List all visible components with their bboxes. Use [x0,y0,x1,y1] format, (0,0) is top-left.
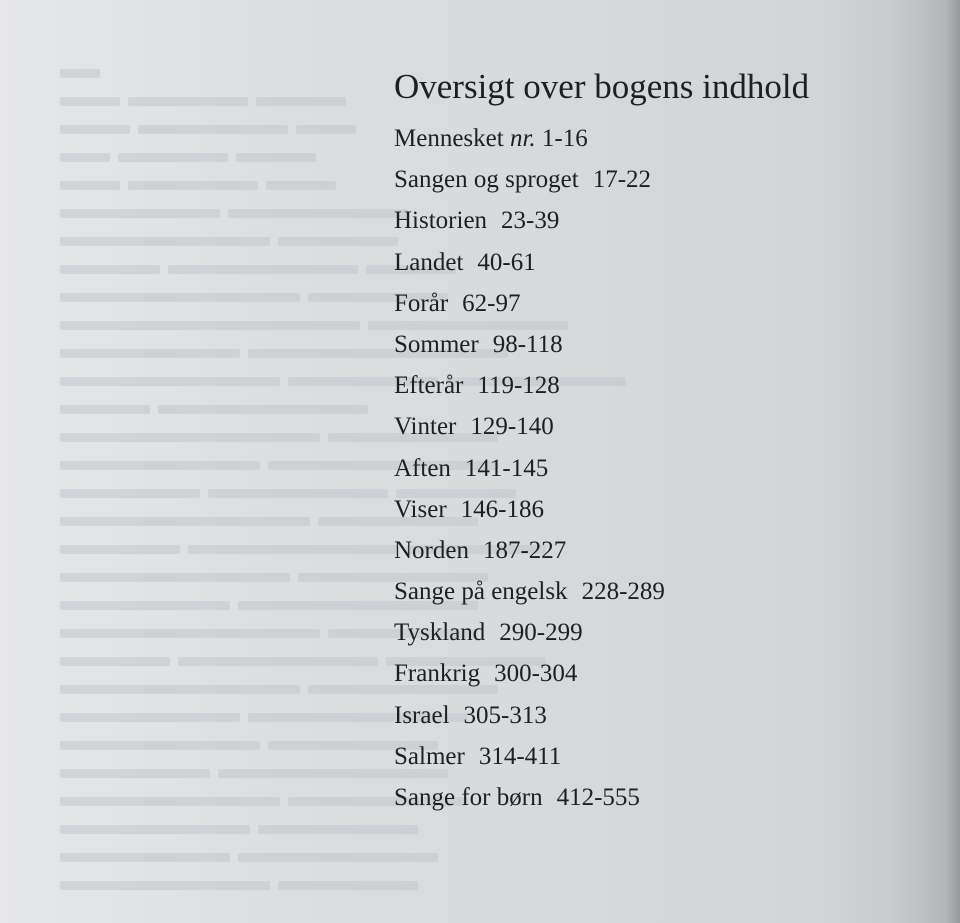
toc-entry-range: 17-22 [592,166,652,194]
toc-entry [394,242,934,283]
page-edge-shadow [944,0,960,923]
toc-entry [394,530,934,571]
toc-entry [394,448,934,489]
toc-entry-range: 23-39 [501,207,560,235]
toc-entry [394,283,934,324]
toc-entry-name: Mennesket [394,125,504,152]
toc-entry-range: 40-61 [477,248,536,276]
toc-entry [394,118,934,159]
toc-title: Oversigt over bogens indhold [394,67,810,106]
toc-entry-range: 228-289 [581,578,665,606]
toc-entry-name: Tyskland [394,619,486,647]
toc-entry-name: Salmer [394,742,465,770]
toc-entry-range: 290-299 [499,619,583,647]
toc-entry [394,653,934,694]
toc-entry-name: Landet [394,248,464,276]
toc-entry [394,736,934,777]
toc-entry-range: 98-118 [492,330,563,358]
toc-entry-range: 300-304 [494,660,578,688]
toc-entry [394,200,934,241]
toc-entry-name: Vinter [394,413,457,441]
toc-entry-name: Viser [394,495,447,523]
toc-entry-name: Frankrig [394,660,481,688]
toc-entry-name: Forår [394,289,449,317]
table-of-contents [394,64,934,818]
toc-entry-range: 412-555 [556,784,640,811]
toc-entry [394,365,934,406]
toc-entry [394,324,934,365]
toc-entry [394,406,934,447]
toc-entry-name: Aften [394,454,451,482]
toc-entry-name: Historien [394,207,488,235]
toc-entry-range: 129-140 [470,413,554,441]
toc-entry-nr-label: nr. [509,125,536,152]
toc-entry-range: 314-411 [478,742,562,770]
toc-entry-name: Norden [394,536,469,564]
toc-entry-name: Sommer [394,330,479,358]
toc-entry-name: Sange for børn [394,784,543,811]
toc-entry-range: 141-145 [464,454,549,482]
toc-entry-name: Israel [394,701,450,729]
toc-entry-range: 305-313 [463,701,547,729]
toc-entry [394,777,934,818]
toc-entry [394,159,934,200]
toc-entry-name: Efterår [394,372,464,400]
toc-entry-range: 187-227 [482,536,567,564]
toc-entry-name: Sangen og sproget [394,166,579,194]
toc-entry [394,489,934,530]
toc-entry [394,571,934,612]
toc-entry-name: Sange på engelsk [394,578,568,606]
toc-entry [394,612,934,653]
toc-entry-range: 1-16 [541,125,588,152]
toc-entry-range: 62-97 [462,289,521,317]
toc-entry [394,695,934,736]
toc-entry-range: 119-128 [477,372,560,400]
toc-entry-range: 146-186 [460,495,544,523]
toc-list [394,118,934,818]
